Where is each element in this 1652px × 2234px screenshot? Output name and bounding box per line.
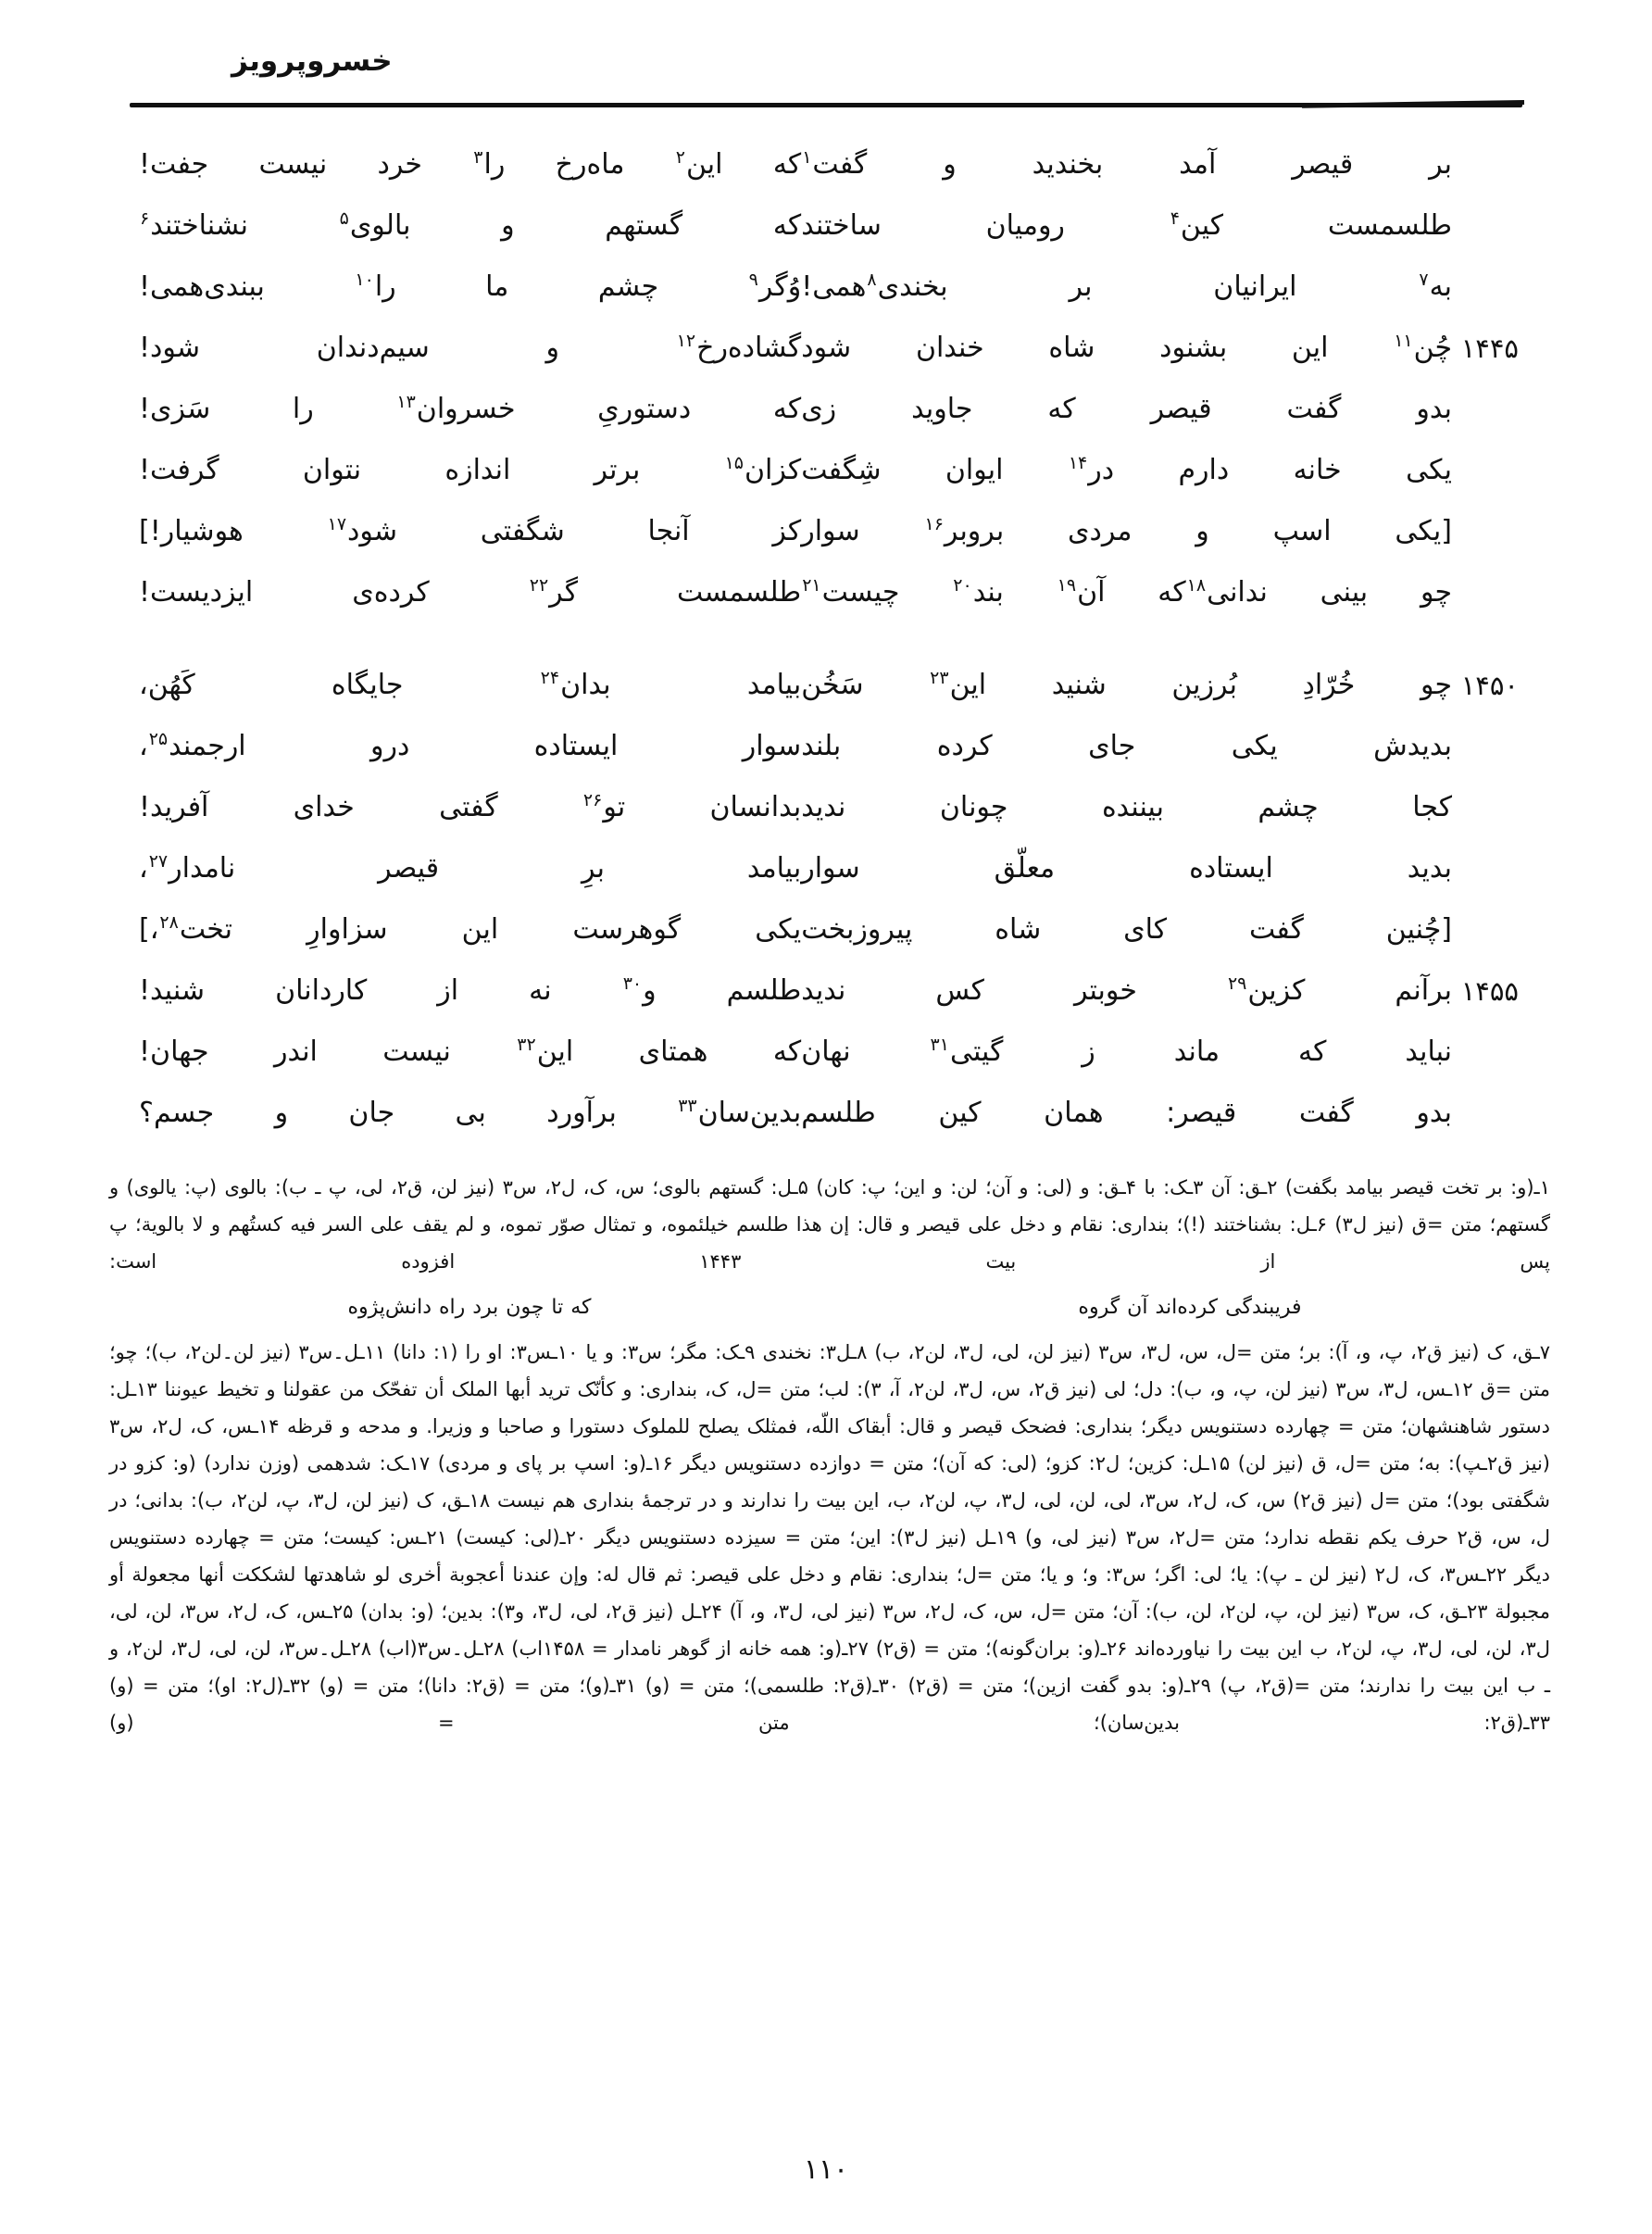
hemistich-second	[139, 139, 801, 191]
hemistich-first-text: بدید ایستاده معلّق سوار	[801, 852, 1452, 885]
hemistich-second	[139, 261, 801, 313]
hemistich-second-text: که همتای این$^{۳۲}$ نیست اندر جهان!	[139, 1035, 802, 1068]
hemistich-first	[801, 445, 1519, 496]
running-head-title: خسروپرویز	[232, 44, 393, 78]
hemistich-first	[801, 782, 1519, 834]
verse-line	[139, 1087, 1519, 1139]
hemistich-second	[139, 904, 801, 956]
hemistich-first	[801, 383, 1519, 435]
hemistich-second-text: که دستوریِ خسروان$^{۱۳}$ را سَزی!	[139, 392, 802, 425]
verse-area	[139, 139, 1519, 1180]
verse-line-number: ۱۴۴۵	[1460, 333, 1519, 364]
hemistich-first	[801, 1026, 1519, 1078]
verse-line	[139, 659, 1519, 711]
hemistich-first	[801, 1087, 1519, 1139]
hemistich-second-text: که این$^۲$ ماه‌رخ را$^۳$ خرد نیست جفت!	[139, 147, 802, 181]
hemistich-first-text: چو بینی ندانی$^{۱۸}$که آن$^{۱۹}$ بند$^{۲۰}$ چیست$^{۲۱}$	[802, 575, 1452, 609]
hemistich-second	[139, 322, 801, 374]
hemistich-first-text: بدو گفت قیصر که جاوید زی	[801, 393, 1452, 425]
hemistich-first	[801, 904, 1519, 956]
verse-line	[139, 383, 1519, 435]
hemistich-first	[801, 659, 1519, 711]
hemistich-first-text: بر قیصر آمد بخندید و گفت$^۱$	[802, 147, 1452, 181]
hemistich-second-text: طلسمست گر$^{۲۲}$ کرده‌ی ایزدیست!	[139, 575, 802, 609]
hemistich-first-text: [یکی اسپ و مردی بروبر$^{۱۶}$ سوار	[801, 514, 1452, 547]
verse-line	[139, 261, 1519, 313]
hemistich-first	[801, 322, 1519, 374]
running-head	[130, 44, 1522, 111]
apparatus-hemistich-second: که تا چون برد راه دانش‌پژوه	[347, 1296, 592, 1319]
hemistich-first	[801, 567, 1519, 619]
hemistich-second-text: طلسم و$^{۳۰}$ نه از کاردانان شنید!	[139, 973, 802, 1007]
apparatus-paragraph: ۷ـق، ک (نیز ق۲، پ، و، آ): بر؛ متن =ل، س، ل۳، س۳ (نیز لن، لی، ل۳، لن۲، ب) ۸ـل۳: نخندی ۹ـک: مگر؛ س۳: و یا ۱۰ـس۳: او را (۱: دانا) ۱۱ـل۔س۳ (نیز لن۔لن۲، ب)؛ چو؛ متن =ق ۱۲ـس، ل۳، س۳ (نیز لن، پ، و، ب): دل؛ لی (نیز ق۲، س، ل۳، لن۲، آ، ۳): لب؛ متن =ل، ک، بنداری: و کأنّک ترید أبها الملک أن تفحّک من عقولنا و تخیط عیوننا ۱۳ـل: دستور شاهنشهان؛ متن = چهارده دستنویس دیگر؛ بنداری: فضحک قیصر و قال: أبقاک اللّه، فمثلک یصلح للملوک دستورا و صاحبا و وزیرا. و مدحه و قرظه ۱۴ـس، ک، ل۲، س۳ (نیز ق۲ـپ): به؛ متن =ل، ق (نیز لن) ۱۵ـل: کزین؛ ل۲: کزو؛ (لی: که آن)؛ متن = دوازده دستنویس دیگر ۱۶ـ(و: اسپ بر پای و مردی) ۱۷ـک: شدهمی (وزن ندارد) (و: کزو در شگفتی بود)؛ متن =ل (نیز ق۲) س، ک، ل۲، س۳، لی، لن، لی، ل۳، پ، لن۲، ب، این بیت را ندارند و در ترجمهٔ بنداری هم نیست ۱۸ـق، ک (نیز لن، ل۳، پ، لن۲، ب): بدانی؛ در ل، س، ق۲ حرف یکم نقطه ندارد؛ متن =ل۲، س۳ (نیز لی، و) ۱۹ـل (نیز ل۳): این؛ متن = سیزده دستنویس دیگر ۲۰ـ(لی: کیست) ۲۱ـس: کیست؛ متن = چهارده دستنویس دیگر ۲۲ـس۳، ک، ل۲ (نیز لن ـ پ): یا؛ لی: اگر؛ س۳: و؛ و یا؛ متن =ل؛ بنداری: نقام و دخل علی قیصر: ثم قال له: وإن عندنا أعجوبة أخری لو شاهدتها لشککت أنها مجعولة أو مجبولة ۲۳ـق، ک، س۳ (نیز لن، پ، لن۲، لن، ب): آن؛ متن =ل، س، ک، ل۲، س۳ (نیز لی، ل۳، و، آ) ۲۴ـل (نیز ق۲، لی، ل۳، و۳): بدین؛ (و: بدان) ۲۵ـس، ک، ل۲، س۳، لن، لی، ل۳، لن، لی، ل۳، پ، لن۲، ب این بیت را نیاورده‌اند ۲۶ـ(و: بران‌گونه)؛ متن = (ق۲) ۲۷ـ(و: همه خانه از گوهر نامدار = ۱۴۵۸اب) ۲۸ـل۔س۳(اب) ۲۸ـل۔س۳، لن، لی، ل۳، لن۲، و ـ ب این بیت را ندارند؛ متن =(ق۲، پ) ۲۹ـ(و: بدو گفت ازین)؛ متن = (ق۲) ۳۰ـ(ق۲: طلسمی)؛ متن = (و) ۳۱ـ(و)؛ متن = (ق۲: دانا)؛ متن = (و) ۳۲ـ(ل۲: او)؛ متن = (و) ۳۳ـ(ق۲: بدین‌سان)؛ متن = (و)	[109, 1341, 1551, 1734]
hemistich-second-text: بیامد بدان$^{۲۴}$ جایگاه کَهُن،	[139, 668, 802, 701]
verse-line-number: ۱۴۵۵	[1460, 975, 1519, 1007]
verse-line	[139, 567, 1519, 619]
verse-line	[139, 843, 1519, 895]
hemistich-first-text: طلسمست کین$^۴$ رومیان ساختند	[801, 208, 1453, 242]
verse-line	[139, 782, 1519, 834]
hemistich-second	[139, 445, 801, 496]
hemistich-second	[139, 200, 801, 252]
hemistich-second	[139, 567, 801, 619]
verse-line	[139, 445, 1519, 496]
hemistich-second-text: یکی گوهرست این سزاوارِ تخت$^{۲۸}$،]	[139, 912, 802, 946]
hemistich-second-text: کزان$^{۱۵}$ برتر اندازه نتوان گرفت!	[139, 453, 802, 486]
hemistich-first-text: بدیدش یکی جای کرده بلند	[801, 730, 1452, 762]
hemistich-first-text: برآنم کزین$^{۲۹}$ خوبتر کس ندید	[801, 973, 1452, 1007]
hemistich-first	[801, 139, 1519, 191]
hemistich-second	[139, 782, 801, 834]
verse-line	[139, 721, 1519, 772]
verse-line	[139, 1026, 1519, 1078]
hemistich-first	[801, 965, 1519, 1017]
verse-stanza	[139, 139, 1519, 619]
hemistich-first-text: چو خُرّادِ بُرزین شنید این$^{۲۳}$ سَخُن	[801, 668, 1452, 701]
verse-line	[139, 139, 1519, 191]
hemistich-first	[801, 261, 1519, 313]
hemistich-first	[801, 721, 1519, 772]
hemistich-first	[801, 506, 1519, 558]
hemistich-second-text: بیامد برِ قیصر نامدار$^{۲۷}$،	[139, 851, 802, 885]
verse-line	[139, 904, 1519, 956]
hemistich-second	[139, 506, 801, 558]
critical-apparatus	[109, 1169, 1550, 1741]
hemistich-second	[139, 1026, 801, 1078]
verse-stanza	[139, 659, 1519, 1139]
verse-line	[139, 965, 1519, 1017]
hemistich-first-text: نباید که ماند ز گیتی$^{۳۱}$ نهان	[801, 1035, 1453, 1068]
verse-line	[139, 200, 1519, 252]
hemistich-first	[801, 843, 1519, 895]
apparatus-verse-line	[109, 1289, 1550, 1326]
hemistich-second-text: که گستهم و بالوی$^۵$ نشناختند$^۶$	[140, 208, 802, 242]
hemistich-second	[139, 965, 801, 1017]
header-rule	[130, 103, 1522, 107]
hemistich-first	[801, 200, 1519, 252]
hemistich-second-text: وُگر$^۹$ چشم ما را$^{۱۰}$ ببندی‌همی!	[139, 270, 802, 303]
hemistich-second-text: بدانسان تو$^{۲۶}$ گفتی خدای آفرید!	[139, 790, 802, 823]
apparatus-paragraph: ۱ـ(و: بر تخت قیصر بیامد بگفت) ۲ـق: آن ۳ـک: با ۴ـق: و (لی: و آن؛ لن: و این؛ پ: کان) ۵ـل: گستهم بالوی؛ س، ک، ل۲، س۳ (نیز لن، ق۲، لی، پ ـ ب): بالوی (پ: یالوی) و گستهم؛ متن =ق (نیز ل۳) ۶ـل: بشناختند (!)؛ بنداری: نقام و دخل علی قیصر و قال: إن هذا طلسم خیلئموه، و تمثال صوّر تموه، و لم یقف علی السر فیه کستُهم و لا بالویة؛ پ پس از بیت ۱۴۴۳ افزوده است:	[109, 1176, 1551, 1273]
hemistich-second-text: بدین‌سان$^{۳۳}$ برآورد بی جان و جسم؟	[139, 1096, 802, 1129]
hemistich-second	[139, 1087, 801, 1139]
hemistich-second	[139, 843, 801, 895]
verse-line	[139, 322, 1519, 374]
hemistich-first-text: کجا چشم بیننده چونان ندید	[801, 791, 1452, 823]
hemistich-second-text: گشاده‌رخ$^{۱۲}$ و سیم‌دندان شود!	[139, 331, 802, 364]
hemistich-second-text: کز آنجا شگفتی شود$^{۱۷}$ هوشیار!]	[139, 514, 802, 547]
hemistich-second	[139, 383, 801, 435]
hemistich-second-text: سوار ایستاده درو ارجمند$^{۲۵}$،	[139, 729, 802, 762]
hemistich-second	[139, 659, 801, 711]
hemistich-first-text: به$^۷$ ایرانیان بر بخندی$^۸$همی!	[801, 270, 1452, 303]
hemistich-first-text: بدو گفت قیصر: همان کین طلسم	[801, 1097, 1452, 1129]
hemistich-second	[139, 721, 801, 772]
hemistich-first-text: [چُنین گفت کای شاه پیروزبخت	[801, 913, 1452, 946]
verse-line-number: ۱۴۵۰	[1460, 670, 1519, 701]
verse-line	[139, 506, 1519, 558]
hemistich-first-text: یکی خانه دارم در$^{۱۴}$ ایوان شِگفت	[801, 453, 1452, 486]
hemistich-first-text: چُن$^{۱۱}$ این بشنود شاه خندان شود	[801, 331, 1452, 364]
folio-page-number: ۱۱۰	[803, 2153, 849, 2186]
apparatus-hemistich-first: فریبندگی کرده‌اند آن گروه	[1078, 1296, 1302, 1319]
